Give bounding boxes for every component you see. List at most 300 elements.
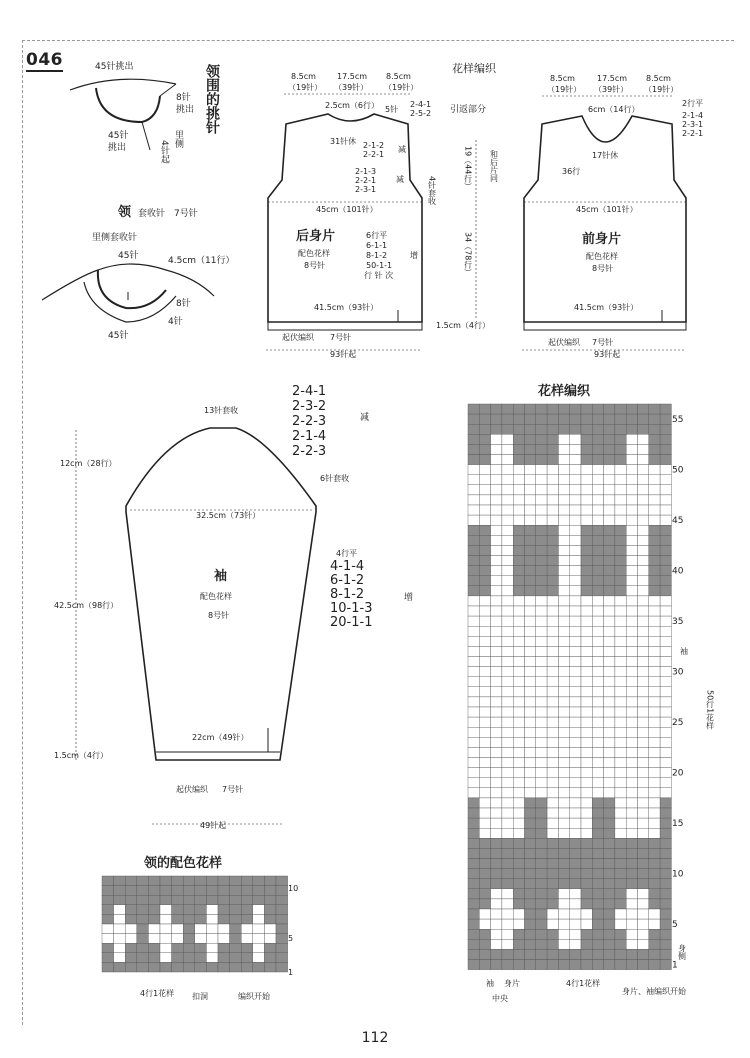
main-chart-cell xyxy=(479,717,490,727)
collar-chart-cell xyxy=(148,953,160,963)
main-chart xyxy=(468,383,715,1003)
main-chart-cell xyxy=(513,737,524,747)
main-chart-cell xyxy=(638,455,649,465)
main-chart-cell xyxy=(502,960,513,970)
main-chart-cell xyxy=(468,889,479,899)
collar-chart-cell xyxy=(125,953,137,963)
main-chart-cell xyxy=(513,687,524,697)
main-chart-cell xyxy=(570,596,581,606)
main-chart-cell xyxy=(660,707,671,717)
main-chart-cell xyxy=(513,485,524,495)
main-chart-cell xyxy=(615,788,626,798)
main-chart-cell xyxy=(592,404,603,414)
main-chart-cell xyxy=(604,919,615,929)
main-chart-cell xyxy=(581,687,592,697)
main-chart-cell xyxy=(592,586,603,596)
main-chart-cell xyxy=(536,505,547,515)
main-chart-cell xyxy=(491,828,502,838)
collar-chart-cell xyxy=(195,962,207,972)
main-chart-cell xyxy=(649,707,660,717)
back-armhole1: 2-1-3 xyxy=(355,167,377,176)
collar-chart-cell xyxy=(137,895,149,905)
sleeve-cap-dec: 减 xyxy=(360,413,370,423)
main-chart-cell xyxy=(649,455,660,465)
main-chart-cell xyxy=(660,818,671,828)
collar-chart-cell xyxy=(241,924,253,934)
main-chart-cell xyxy=(638,505,649,515)
main-chart-cell xyxy=(615,798,626,808)
collar-chart-cell xyxy=(137,943,149,953)
front-w2: 17.5cm xyxy=(597,74,628,83)
collar-chart-cell xyxy=(137,962,149,972)
main-chart-cell xyxy=(513,576,524,586)
main-chart-cell xyxy=(638,808,649,818)
main-chart-cell xyxy=(615,727,626,737)
main-chart-cell xyxy=(513,586,524,596)
main-chart-cell xyxy=(525,758,536,768)
main-chart-cell xyxy=(604,556,615,566)
main-chart-cell xyxy=(592,909,603,919)
back-armhole-dec: 减 xyxy=(396,175,404,184)
main-chart-cell xyxy=(626,717,637,727)
main-chart-cell xyxy=(558,747,569,757)
collar-chart-cell xyxy=(172,876,184,886)
main-chart-cell xyxy=(513,798,524,808)
collar-inner-bind: 里侧套收针 xyxy=(92,233,138,243)
main-chart-cell xyxy=(536,778,547,788)
main-chart-cell xyxy=(558,859,569,869)
main-chart-cell xyxy=(638,414,649,424)
main-chart-cell xyxy=(604,889,615,899)
sleeve-cap-1: 2-4-1 xyxy=(292,384,327,399)
main-chart-cell xyxy=(604,566,615,576)
collar-grid xyxy=(102,876,288,972)
collar-chart-cell xyxy=(276,886,288,896)
main-chart-cell xyxy=(513,859,524,869)
main-chart-cell xyxy=(525,939,536,949)
main-chart-cell xyxy=(592,444,603,454)
main-chart-cell xyxy=(525,869,536,879)
collar-chart-cell xyxy=(160,895,172,905)
collar-chart-cell xyxy=(137,953,149,963)
main-chart-cell xyxy=(547,475,558,485)
main-chart-cell xyxy=(592,939,603,949)
collar-chart-row-10: 10 xyxy=(288,884,299,893)
collar-chart-cell xyxy=(276,943,288,953)
main-chart-cell xyxy=(558,808,569,818)
collar-chart-cell xyxy=(102,886,114,896)
main-chart-cell xyxy=(604,586,615,596)
main-chart-cell xyxy=(479,646,490,656)
main-chart-cell xyxy=(649,869,660,879)
main-chart-cell xyxy=(468,485,479,495)
collar-chart-cell xyxy=(264,924,276,934)
main-chart-cell xyxy=(604,859,615,869)
main-chart-cell xyxy=(626,404,637,414)
main-chart-cell xyxy=(479,758,490,768)
main-chart-cell xyxy=(660,889,671,899)
main-chart-cell xyxy=(570,434,581,444)
main-chart-cell xyxy=(536,606,547,616)
main-chart-cell xyxy=(558,818,569,828)
main-chart-cell xyxy=(638,515,649,525)
main-chart-cell xyxy=(581,707,592,717)
collar-chart-cell xyxy=(125,886,137,896)
main-chart-cell xyxy=(525,778,536,788)
main-chart-cell xyxy=(513,515,524,525)
front-cast-needle: 7号针 xyxy=(592,338,614,347)
main-repeat: 4行1花样 xyxy=(566,979,601,988)
main-chart-cell xyxy=(660,788,671,798)
collar-chart-cell xyxy=(218,962,230,972)
main-chart-cell xyxy=(604,747,615,757)
main-chart-cell xyxy=(513,566,524,576)
main-chart-cell xyxy=(468,444,479,454)
main-chart-cell xyxy=(649,960,660,970)
main-chart-cell xyxy=(502,444,513,454)
main-chart-cell xyxy=(547,879,558,889)
main-chart-cell xyxy=(615,455,626,465)
main-chart-cell xyxy=(502,566,513,576)
collar-top-count: 45针 xyxy=(118,251,139,261)
collar-chart-cell xyxy=(183,905,195,915)
main-chart-cell xyxy=(468,606,479,616)
main-chart-cell xyxy=(502,899,513,909)
main-chart-cell xyxy=(525,818,536,828)
main-chart-cell xyxy=(525,949,536,959)
back-w1: 8.5cm xyxy=(291,72,316,81)
main-chart-cell xyxy=(513,949,524,959)
main-chart-cell xyxy=(502,636,513,646)
main-row-labels xyxy=(672,415,684,970)
collar-chart-cell xyxy=(183,934,195,944)
collar-chart-cell xyxy=(230,905,242,915)
main-chart-cell xyxy=(547,636,558,646)
main-chart-cell xyxy=(558,606,569,616)
main-chart-cell xyxy=(649,889,660,899)
main-chart-cell xyxy=(592,525,603,535)
collar-chart-cell xyxy=(125,924,137,934)
main-chart-cell xyxy=(660,859,671,869)
main-chart-cell xyxy=(502,586,513,596)
main-chart-cell xyxy=(604,444,615,454)
main-chart-cell xyxy=(525,717,536,727)
main-chart-cell xyxy=(660,879,671,889)
main-chart-cell xyxy=(547,515,558,525)
main-chart-cell xyxy=(525,475,536,485)
front-neck-depth: 6cm（14行） xyxy=(588,105,640,114)
collar-chart-cell xyxy=(206,943,218,953)
main-chart-cell xyxy=(604,960,615,970)
main-chart-cell xyxy=(536,798,547,808)
main-chart-cell xyxy=(604,525,615,535)
collar-chart-cell xyxy=(125,905,137,915)
main-chart-cell xyxy=(513,535,524,545)
main-chart-cell xyxy=(513,495,524,505)
main-chart-cell xyxy=(626,697,637,707)
main-chart-cell xyxy=(468,808,479,818)
collar-chart-cell xyxy=(195,876,207,886)
back-shoulder1: 2-4-1 xyxy=(410,100,432,109)
main-chart-cell xyxy=(615,475,626,485)
main-chart-cell xyxy=(558,414,569,424)
main-chart-cell xyxy=(570,778,581,788)
main-chart-cell xyxy=(513,939,524,949)
main-chart-cell xyxy=(536,495,547,505)
main-chart-cell xyxy=(592,919,603,929)
main-chart-cell xyxy=(479,465,490,475)
main-chart-cell xyxy=(570,929,581,939)
main-chart-cell xyxy=(536,758,547,768)
collar-chart-cell xyxy=(276,924,288,934)
main-chart-cell xyxy=(581,828,592,838)
main-chart-cell xyxy=(638,475,649,485)
main-chart-cell xyxy=(558,778,569,788)
main-chart-cell xyxy=(638,525,649,535)
back-title: 后身片 xyxy=(296,229,336,244)
main-chart-cell xyxy=(491,525,502,535)
main-chart-cell xyxy=(592,879,603,889)
main-chart-cell xyxy=(558,788,569,798)
main-chart-cell xyxy=(638,818,649,828)
main-chart-cell xyxy=(547,566,558,576)
main-chart-cell xyxy=(479,707,490,717)
main-chart-row-label: 25 xyxy=(672,718,684,729)
main-chart-cell xyxy=(513,960,524,970)
main-chart-cell xyxy=(660,667,671,677)
main-chart-cell xyxy=(491,960,502,970)
main-chart-cell xyxy=(660,626,671,636)
main-chart-cell xyxy=(491,677,502,687)
main-chart-cell xyxy=(513,848,524,858)
collar-chart-cell xyxy=(218,934,230,944)
main-chart-cell xyxy=(649,545,660,555)
main-chart-cell xyxy=(479,818,490,828)
main-chart-cell xyxy=(615,808,626,818)
main-chart-cell xyxy=(626,960,637,970)
main-chart-cell xyxy=(604,949,615,959)
main-chart-cell xyxy=(615,434,626,444)
main-chart-cell xyxy=(660,556,671,566)
main-chart-row-label: 20 xyxy=(672,768,684,779)
main-chart-cell xyxy=(502,414,513,424)
main-chart-cell xyxy=(581,455,592,465)
collar-chart-cell xyxy=(218,943,230,953)
collar-chart-cell xyxy=(276,962,288,972)
main-chart-cell xyxy=(649,556,660,566)
back-shoulder2: 2-5-2 xyxy=(410,109,432,118)
main-chart-cell xyxy=(638,848,649,858)
main-chart-cell xyxy=(649,758,660,768)
main-chart-cell xyxy=(581,919,592,929)
main-chart-cell xyxy=(525,444,536,454)
main-chart-cell xyxy=(525,838,536,848)
main-chart-cell xyxy=(513,899,524,909)
main-chart-cell xyxy=(468,646,479,656)
main-chart-cell xyxy=(638,636,649,646)
main-chart-cell xyxy=(649,566,660,576)
main-chart-cell xyxy=(502,677,513,687)
main-chart-cell xyxy=(649,838,660,848)
main-chart-cell xyxy=(491,505,502,515)
main-chart-cell xyxy=(570,646,581,656)
main-chart-cell xyxy=(502,758,513,768)
collar-chart-cell xyxy=(102,962,114,972)
main-chart-cell xyxy=(649,909,660,919)
main-chart-cell xyxy=(468,636,479,646)
main-chart-cell xyxy=(660,869,671,879)
main-chart-cell xyxy=(491,818,502,828)
main-chart-cell xyxy=(638,667,649,677)
main-chart-cell xyxy=(626,475,637,485)
main-chart-cell xyxy=(604,869,615,879)
collar-chart-cell xyxy=(230,934,242,944)
collar-chart-cell xyxy=(206,886,218,896)
main-chart-cell xyxy=(558,727,569,737)
main-chart-cell xyxy=(468,778,479,788)
main-chart-cell xyxy=(615,535,626,545)
main-chart-cell xyxy=(502,859,513,869)
main-chart-cell xyxy=(660,737,671,747)
main-chart-cell xyxy=(660,677,671,687)
main-chart-cell xyxy=(558,848,569,858)
main-chart-cell xyxy=(479,444,490,454)
main-chart-cell xyxy=(547,960,558,970)
main-chart-cell xyxy=(638,707,649,717)
main-chart-cell xyxy=(592,414,603,424)
collar-chart-cell xyxy=(160,924,172,934)
main-chart-cell xyxy=(570,475,581,485)
main-chart-cell xyxy=(581,697,592,707)
collar-chart-cell xyxy=(230,924,242,934)
main-chart-cell xyxy=(479,475,490,485)
main-chart-cell xyxy=(570,697,581,707)
main-chart-cell xyxy=(468,758,479,768)
main-chart-cell xyxy=(491,879,502,889)
main-chart-cell xyxy=(502,455,513,465)
main-chart-cell xyxy=(547,465,558,475)
main-chart-cell xyxy=(502,657,513,667)
main-chart-cell xyxy=(570,515,581,525)
main-chart-cell xyxy=(513,667,524,677)
main-chart-cell xyxy=(525,768,536,778)
main-chart-cell xyxy=(660,576,671,586)
main-chart-cell xyxy=(468,848,479,858)
main-chart-cell xyxy=(468,556,479,566)
collar-chart-cell xyxy=(102,953,114,963)
front-center: 17针休 xyxy=(592,151,619,160)
sleeve-inc-4: 10-1-3 xyxy=(330,601,373,616)
main-chart-cell xyxy=(604,828,615,838)
main-chart-cell xyxy=(491,747,502,757)
main-chart-cell xyxy=(513,808,524,818)
main-chart-cell xyxy=(468,949,479,959)
back-w3: 8.5cm xyxy=(386,72,411,81)
main-chart-cell xyxy=(547,798,558,808)
main-chart-cell xyxy=(491,889,502,899)
main-chart-cell xyxy=(547,909,558,919)
main-chart-cell xyxy=(536,707,547,717)
main-chart-cell xyxy=(491,636,502,646)
collar-chart-cell xyxy=(264,943,276,953)
main-chart-cell xyxy=(502,404,513,414)
main-chart-cell xyxy=(581,889,592,899)
main-chart-cell xyxy=(638,566,649,576)
main-chart-cell xyxy=(525,859,536,869)
main-chart-cell xyxy=(502,515,513,525)
main-chart-cell xyxy=(592,545,603,555)
main-chart-cell xyxy=(491,768,502,778)
collar-chart-cell xyxy=(102,914,114,924)
main-chart-cell xyxy=(558,485,569,495)
main-chart-cell xyxy=(570,768,581,778)
main-chart-cell xyxy=(570,606,581,616)
main-chart-cell xyxy=(615,606,626,616)
main-chart-cell xyxy=(536,485,547,495)
main-chart-cell xyxy=(491,848,502,858)
main-chart-cell xyxy=(468,576,479,586)
main-chart-cell xyxy=(479,636,490,646)
main-chart-cell xyxy=(468,929,479,939)
main-chart-cell xyxy=(502,949,513,959)
collar-chart-cell xyxy=(172,895,184,905)
main-chart-row-label: 35 xyxy=(672,617,684,628)
collar-chart-cell xyxy=(276,895,288,905)
main-chart-cell xyxy=(592,899,603,909)
main-chart-cell xyxy=(468,737,479,747)
main-chart-cell xyxy=(536,556,547,566)
main-chart-cell xyxy=(592,869,603,879)
main-chart-cell xyxy=(570,545,581,555)
main-chart-cell xyxy=(626,495,637,505)
main-chart-cell xyxy=(513,404,524,414)
main-chart-cell xyxy=(581,525,592,535)
collar-chart-cell xyxy=(102,924,114,934)
main-chart-cell xyxy=(525,404,536,414)
main-chart-cell xyxy=(649,879,660,889)
main-chart-cell xyxy=(491,778,502,788)
main-chart-cell xyxy=(649,505,660,515)
main-chart-cell xyxy=(558,626,569,636)
main-chart-cell xyxy=(649,606,660,616)
main-chart-cell xyxy=(513,545,524,555)
main-chart-cell xyxy=(660,929,671,939)
main-chart-cell xyxy=(592,606,603,616)
main-chart-cell xyxy=(592,818,603,828)
main-chart-cell xyxy=(660,838,671,848)
main-chart-cell xyxy=(570,465,581,475)
collar-chart-cell xyxy=(102,876,114,886)
main-chart-cell xyxy=(558,455,569,465)
main-chart-cell xyxy=(513,414,524,424)
main-chart-cell xyxy=(615,838,626,848)
main-chart-cell xyxy=(558,596,569,606)
main-chart-cell xyxy=(581,616,592,626)
main-chart-cell xyxy=(536,677,547,687)
main-chart-cell xyxy=(547,495,558,505)
main-chart-cell xyxy=(536,899,547,909)
main-chart-cell xyxy=(660,697,671,707)
main-chart-cell xyxy=(525,747,536,757)
main-chart-cell xyxy=(558,677,569,687)
main-chart-cell xyxy=(626,535,637,545)
collar-chart-cell xyxy=(148,934,160,944)
main-chart-cell xyxy=(615,576,626,586)
main-chart-cell xyxy=(660,535,671,545)
main-chart-cell xyxy=(581,859,592,869)
main-chart-cell xyxy=(649,515,660,525)
main-chart-cell xyxy=(468,414,479,424)
